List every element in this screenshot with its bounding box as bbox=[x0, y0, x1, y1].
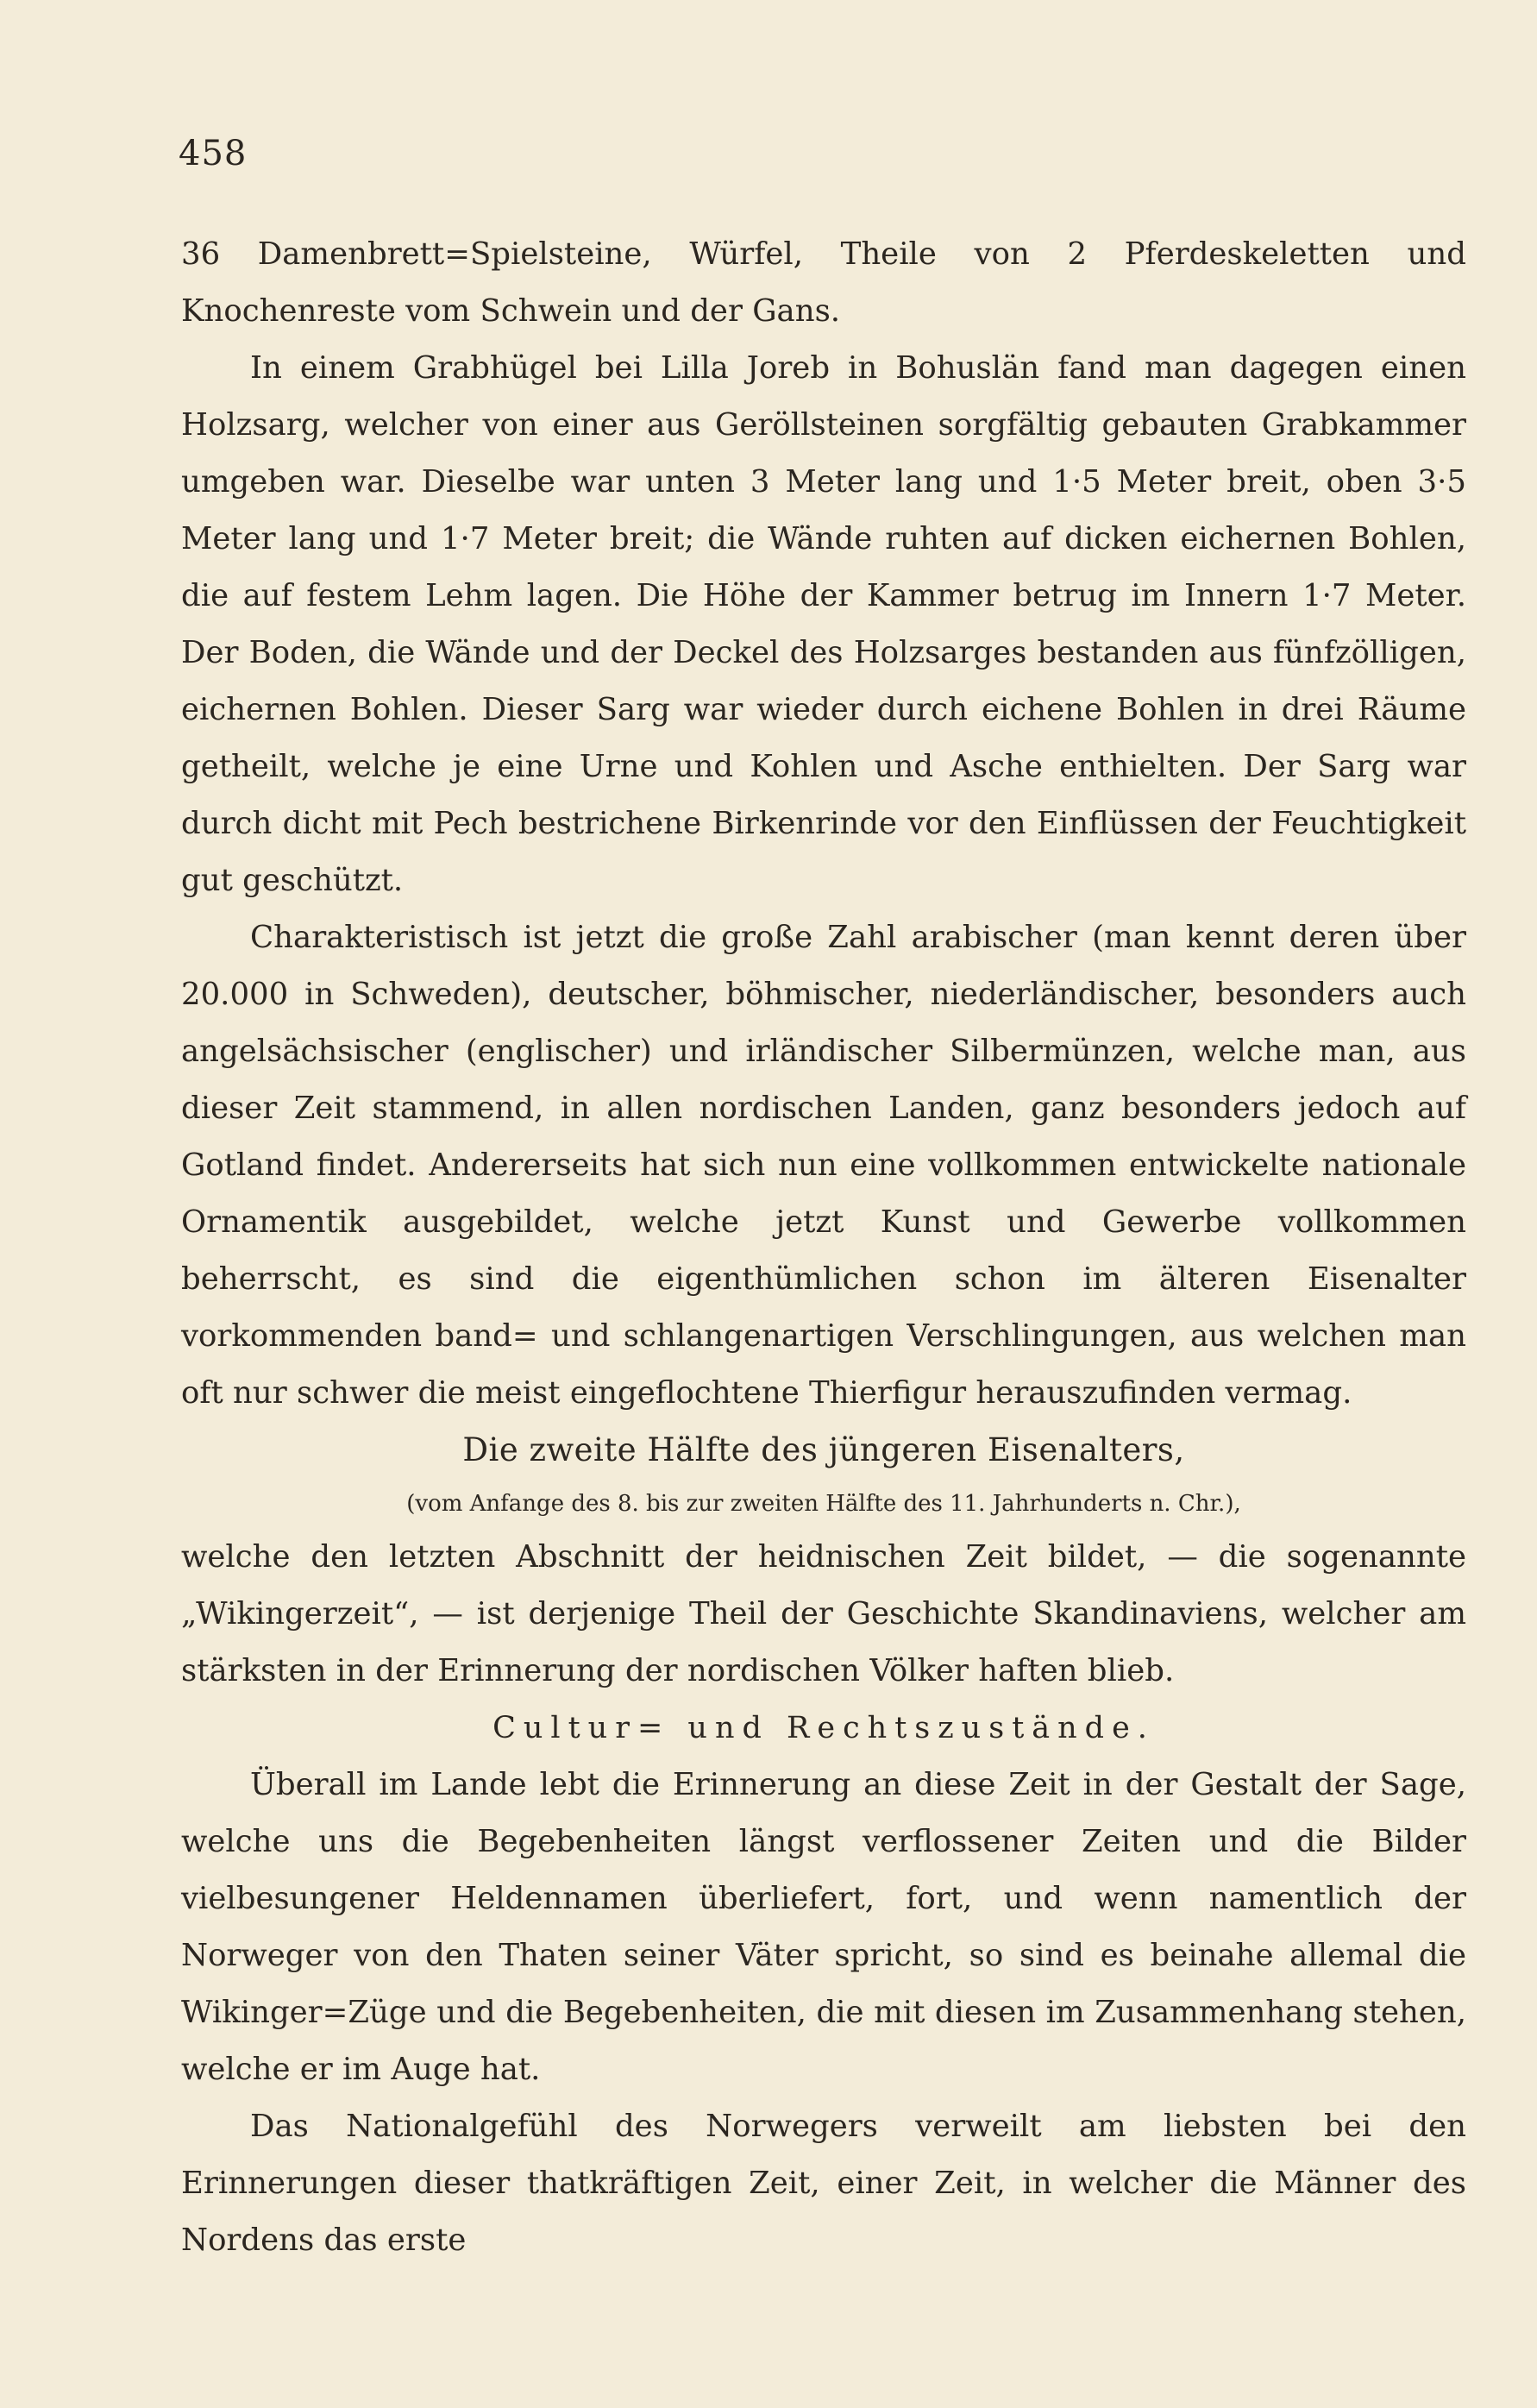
section-subheading-dates: (vom Anfange des 8. bis zur zweiten Hälfte des 11. Jahrhunderts n. Chr.), bbox=[406, 1491, 1241, 1517]
paragraph-6: Das Nationalgefühl des Norwegers verweilt am liebsten bei den Erinnerungen dieser thatkräftigen Zeit, einer Zeit, in welcher die Männer des Nordens das erste bbox=[181, 2109, 1466, 2258]
section-heading-culture: Cultur= und Rechtszustände. bbox=[492, 1711, 1155, 1745]
paragraph-4: welche den letzten Abschnitt der heidnischen Zeit bildet, — die sogenannte „Wikingerzeit“, — ist derjenige Theil der Geschichte Skandinaviens, welcher am stärksten in der Erinnerung der nordischen Völker haften blieb. bbox=[181, 1539, 1466, 1688]
paragraph-1: 36 Damenbrett=Spielsteine, Würfel, Theile von 2 Pferdeskeletten und Knochenreste vom Schwein und der Gans. bbox=[181, 236, 1466, 329]
paragraph-3: Charakteristisch ist jetzt die große Zahl arabischer (man kennt deren über 20.000 in Schweden), deutscher, böhmischer, niederländischer, besonders auch angelsächsischer (englischer) und irländischer Silbermünzen, welche man, aus dieser Zeit stammend, in allen nordischen Landen, ganz besonders jedoch auf Gotland findet. Andererseits hat sich nun eine vollkommen entwickelte nationale Ornamentik ausgebildet, welche jetzt Kunst und Gewerbe vollkommen beherrscht, es sind die eigenthümlichen schon im älteren Eisenalter vorkommenden band= und schlangenartigen Verschlingungen, aus welchen man oft nur schwer die meist eingeflochtene Thierfigur herauszufinden vermag. bbox=[181, 920, 1466, 1411]
body-text bbox=[181, 226, 1466, 2269]
page-number: 458 bbox=[179, 134, 248, 173]
section-heading-viking-age: Die zweite Hälfte des jüngeren Eisenalters, bbox=[462, 1431, 1185, 1468]
paragraph-2: In einem Grabhügel bei Lilla Joreb in Bohuslän fand man dagegen einen Holzsarg, welcher von einer aus Geröllsteinen sorgfältig gebauten Grabkammer umgeben war. Dieselbe war unten 3 Meter lang und 1·5 Meter breit, oben 3·5 Meter lang und 1·7 Meter breit; die Wände ruhten auf dicken eichernen Bohlen, die auf festem Lehm lagen. Die Höhe der Kammer betrug im Innern 1·7 Meter. Der Boden, die Wände und der Deckel des Holzsarges bestanden aus fünfzölligen, eichernen Bohlen. Dieser Sarg war wieder durch eichene Bohlen in drei Räume getheilt, welche je eine Urne und Kohlen und Asche enthielten. Der Sarg war durch dicht mit Pech bestrichene Birkenrinde vor den Einflüssen der Feuchtigkeit gut geschützt. bbox=[181, 350, 1466, 898]
paragraph-5: Überall im Lande lebt die Erinnerung an diese Zeit in der Gestalt der Sage, welche uns die Begebenheiten längst verflossener Zeiten und die Bilder vielbesungener Heldennamen überliefert, fort, und wenn namentlich der Norweger von den Thaten seiner Väter spricht, so sind es beinahe allemal die Wikinger=Züge und die Begebenheiten, die mit diesen im Zusammenhang stehen, welche er im Auge hat. bbox=[181, 1767, 1466, 2087]
